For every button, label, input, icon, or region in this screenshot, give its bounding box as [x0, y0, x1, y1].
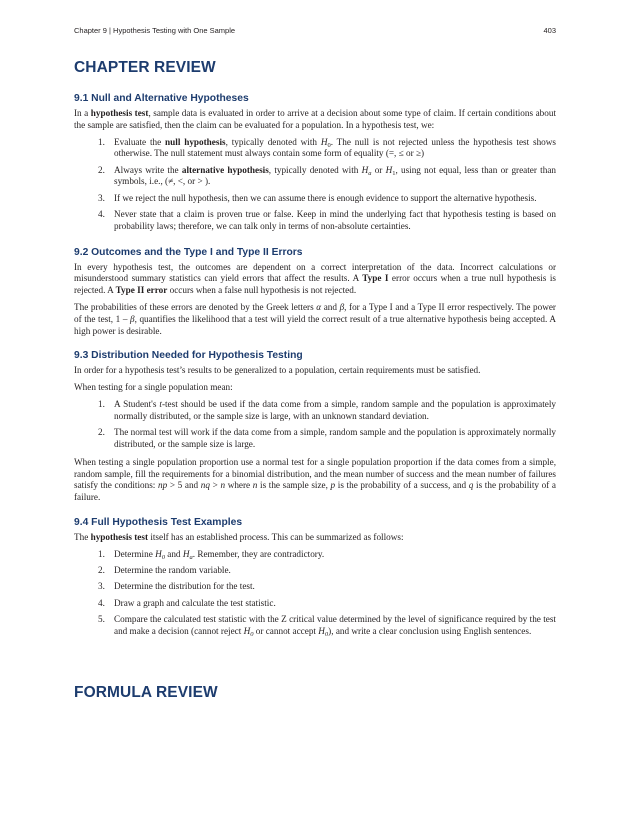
chapter-review-content [74, 92, 556, 644]
list-item: 3. If we reject the null hypothesis, then we can assume there is enough evidence to support the alternative hypothesis. [98, 192, 537, 203]
page-number: 403 [543, 26, 556, 35]
section-9-1-title: 9.1 Null and Alternative Hypotheses [74, 93, 249, 104]
list-item: 1. Evaluate the null hypothesis, typically denoted with $H_0$. The null is not rejected unless the hypothesis test shows otherwise. The null statement must always contain some form of equality (=, ≤ or ≥) [98, 136, 556, 159]
section-9-3-para-2: When testing for a single population mean: [74, 382, 233, 393]
chapter-review-heading: CHAPTER REVIEW [74, 59, 216, 76]
section-9-3-list [74, 399, 556, 451]
list-item: 1. Determine $H_0$ and $H_a$. Remember, they are contradictory. [98, 548, 325, 561]
list-item: 4. Never state that a claim is proven true or false. Keep in mind the underlying fact that hypothesis testing is based on probability laws; therefore, we can talk only in terms of non-absolute certainties. [98, 209, 556, 231]
running-header [74, 26, 556, 38]
section-9-3-para-1: In order for a hypothesis test’s results to be generalized to a population, certain requirements must be satisfied. [74, 365, 481, 376]
section-9-2-para-2: The probabilities of these errors are denoted by the Greek letters α and β, for a Type I and a Type II error respectively. The power of the test, 1 – β, quantifies the likelihood that a test will yield the correct result of a true alternative hypothesis being accepted. A high power is desirable. [74, 302, 556, 336]
list-item: 2. The normal test will work if the data come from a simple, random sample and the population is approximately normally distributed, or the sample size is large. [98, 427, 556, 449]
chapter-label: Chapter 9 | Hypothesis Testing with One Sample [74, 26, 236, 35]
list-item: 2. Always write the alternative hypothesis, typically denoted with $H_a$ or $H_1$, using not equal, less than or greater than symbols, i.e., (≠, <, or > ). [98, 164, 556, 187]
list-item: 3. Determine the distribution for the test. [98, 581, 255, 592]
list-item: 4. Draw a graph and calculate the test statistic. [98, 597, 276, 608]
section-9-2-title: 9.2 Outcomes and the Type I and Type II Errors [74, 246, 303, 258]
section-9-3-title: 9.3 Distribution Needed for Hypothesis Testing [74, 350, 303, 362]
section-9-4-intro: The hypothesis test itself has an established process. This can be summarized as follows: [74, 531, 404, 542]
section-9-4-title: 9.4 Full Hypothesis Test Examples [74, 516, 243, 528]
section-9-1-intro: In a hypothesis test, sample data is evaluated in order to arrive at a decision about some type of claim. If certain conditions about the sample are satisfied, then the claim can be evaluated for a population. In a hypothesis test, we: [74, 108, 557, 130]
section-9-2-para-1: In every hypothesis test, the outcomes are dependent on a correct interpretation of the data. Incorrect calculations or misunderstood summary statistics can yield errors that affect the results. A Type I error occurs when a true null hypothesis is rejected. A Type II error occurs when a false null hypothesis is not rejected. [74, 261, 556, 296]
list-item: 5. Compare the calculated test statistic with the Z critical value determined by the level of significance required by the test and make a decision (cannot reject $H_0$ or cannot accept $H_0$), and write a clear conclusion using English sentences. [98, 613, 556, 638]
list-item: 1. A Student's t-test should be used if the data come from a simple, random sample and the population is approximately normally distributed, or the sample size is large, with an unknown standard deviation. [98, 399, 557, 421]
list-item: 2. Determine the random variable. [98, 565, 231, 576]
section-9-3-para-3: When testing a single population proportion use a normal test for a single population proportion if the data comes from a simple, random sample, fill the requirements for a binomial distribution, and the mean number of success and the mean number of failures satisfy the conditions: np > 5 and nq > n where n is the sample size, p is the probability of a success, and q is the probability of a failure. [74, 456, 557, 503]
section-9-4-list [74, 549, 556, 638]
formula-review-heading: FORMULA REVIEW [74, 684, 218, 701]
section-9-1-list [74, 137, 556, 233]
